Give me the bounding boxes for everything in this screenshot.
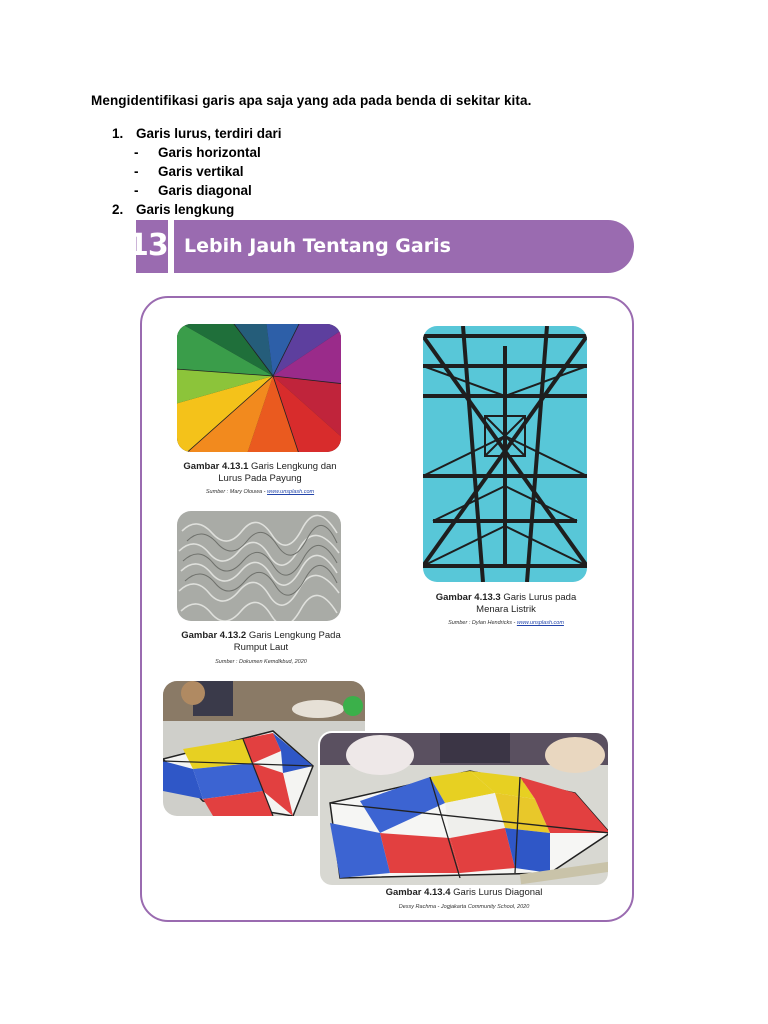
sub-item-label: Garis vertikal [158, 164, 244, 179]
seaweed-photo [177, 511, 341, 621]
figure-source [178, 489, 342, 495]
figure-source [421, 620, 591, 626]
umbrella-photo [177, 324, 341, 452]
figure-caption [178, 461, 342, 485]
list-item-label: Garis lengkung [136, 202, 235, 217]
figure-caption-text: Garis Lengkung Pada Rumput Laut [233, 630, 341, 653]
kite-painting-photo-2 [318, 731, 610, 887]
figure-caption [318, 887, 610, 899]
source-link[interactable]: www.unsplash.com [267, 489, 315, 495]
intro-text: Mengidentifikasi garis apa saja yang ada pada benda di sekitar kita. [91, 93, 532, 108]
list-item-label: Garis lurus, terdiri dari [136, 126, 282, 141]
power-tower-photo [423, 326, 587, 582]
sub-item-dash: - [134, 183, 139, 198]
figure-caption-text: Garis Lengkung dan Lurus Pada Payung [218, 461, 337, 484]
source-text: Sumber : Mary Olouwa - [205, 489, 268, 495]
sub-item-label: Garis diagonal [158, 183, 252, 198]
figure-source [318, 904, 610, 910]
source-text: Sumber : Dokumen Kemdikbud, 2020 [215, 659, 307, 665]
figure-label: Gambar 4.13.3 [435, 592, 501, 603]
source-text: Dessy Rachma - Jogjakarta Community School, 2020 [398, 904, 530, 910]
list-number: 1. [112, 126, 124, 141]
figure-label: Gambar 4.13.2 [181, 630, 247, 641]
sub-item-label: Garis horizontal [158, 145, 261, 160]
sub-item-dash: - [134, 164, 139, 179]
figure-label: Gambar 4.13.4 [385, 887, 451, 898]
figure-caption-text: Garis Lurus Diagonal [453, 887, 543, 898]
list-number: 2. [112, 202, 124, 217]
section-number: 13 [128, 228, 168, 263]
sub-item-dash: - [134, 145, 139, 160]
banner-divider [168, 220, 174, 273]
figure-caption [421, 592, 591, 616]
source-text: Sumber : Dylan Hendricks - [448, 620, 517, 626]
figure-caption [176, 630, 346, 654]
figure-label: Gambar 4.13.1 [183, 461, 249, 472]
section-title: Lebih Jauh Tentang Garis [184, 235, 451, 257]
source-link[interactable]: www.unsplash.com [516, 620, 564, 626]
section-banner [128, 220, 634, 273]
figure-source [176, 659, 346, 665]
figure-caption-text: Garis Lurus pada Menara Listrik [476, 592, 577, 615]
